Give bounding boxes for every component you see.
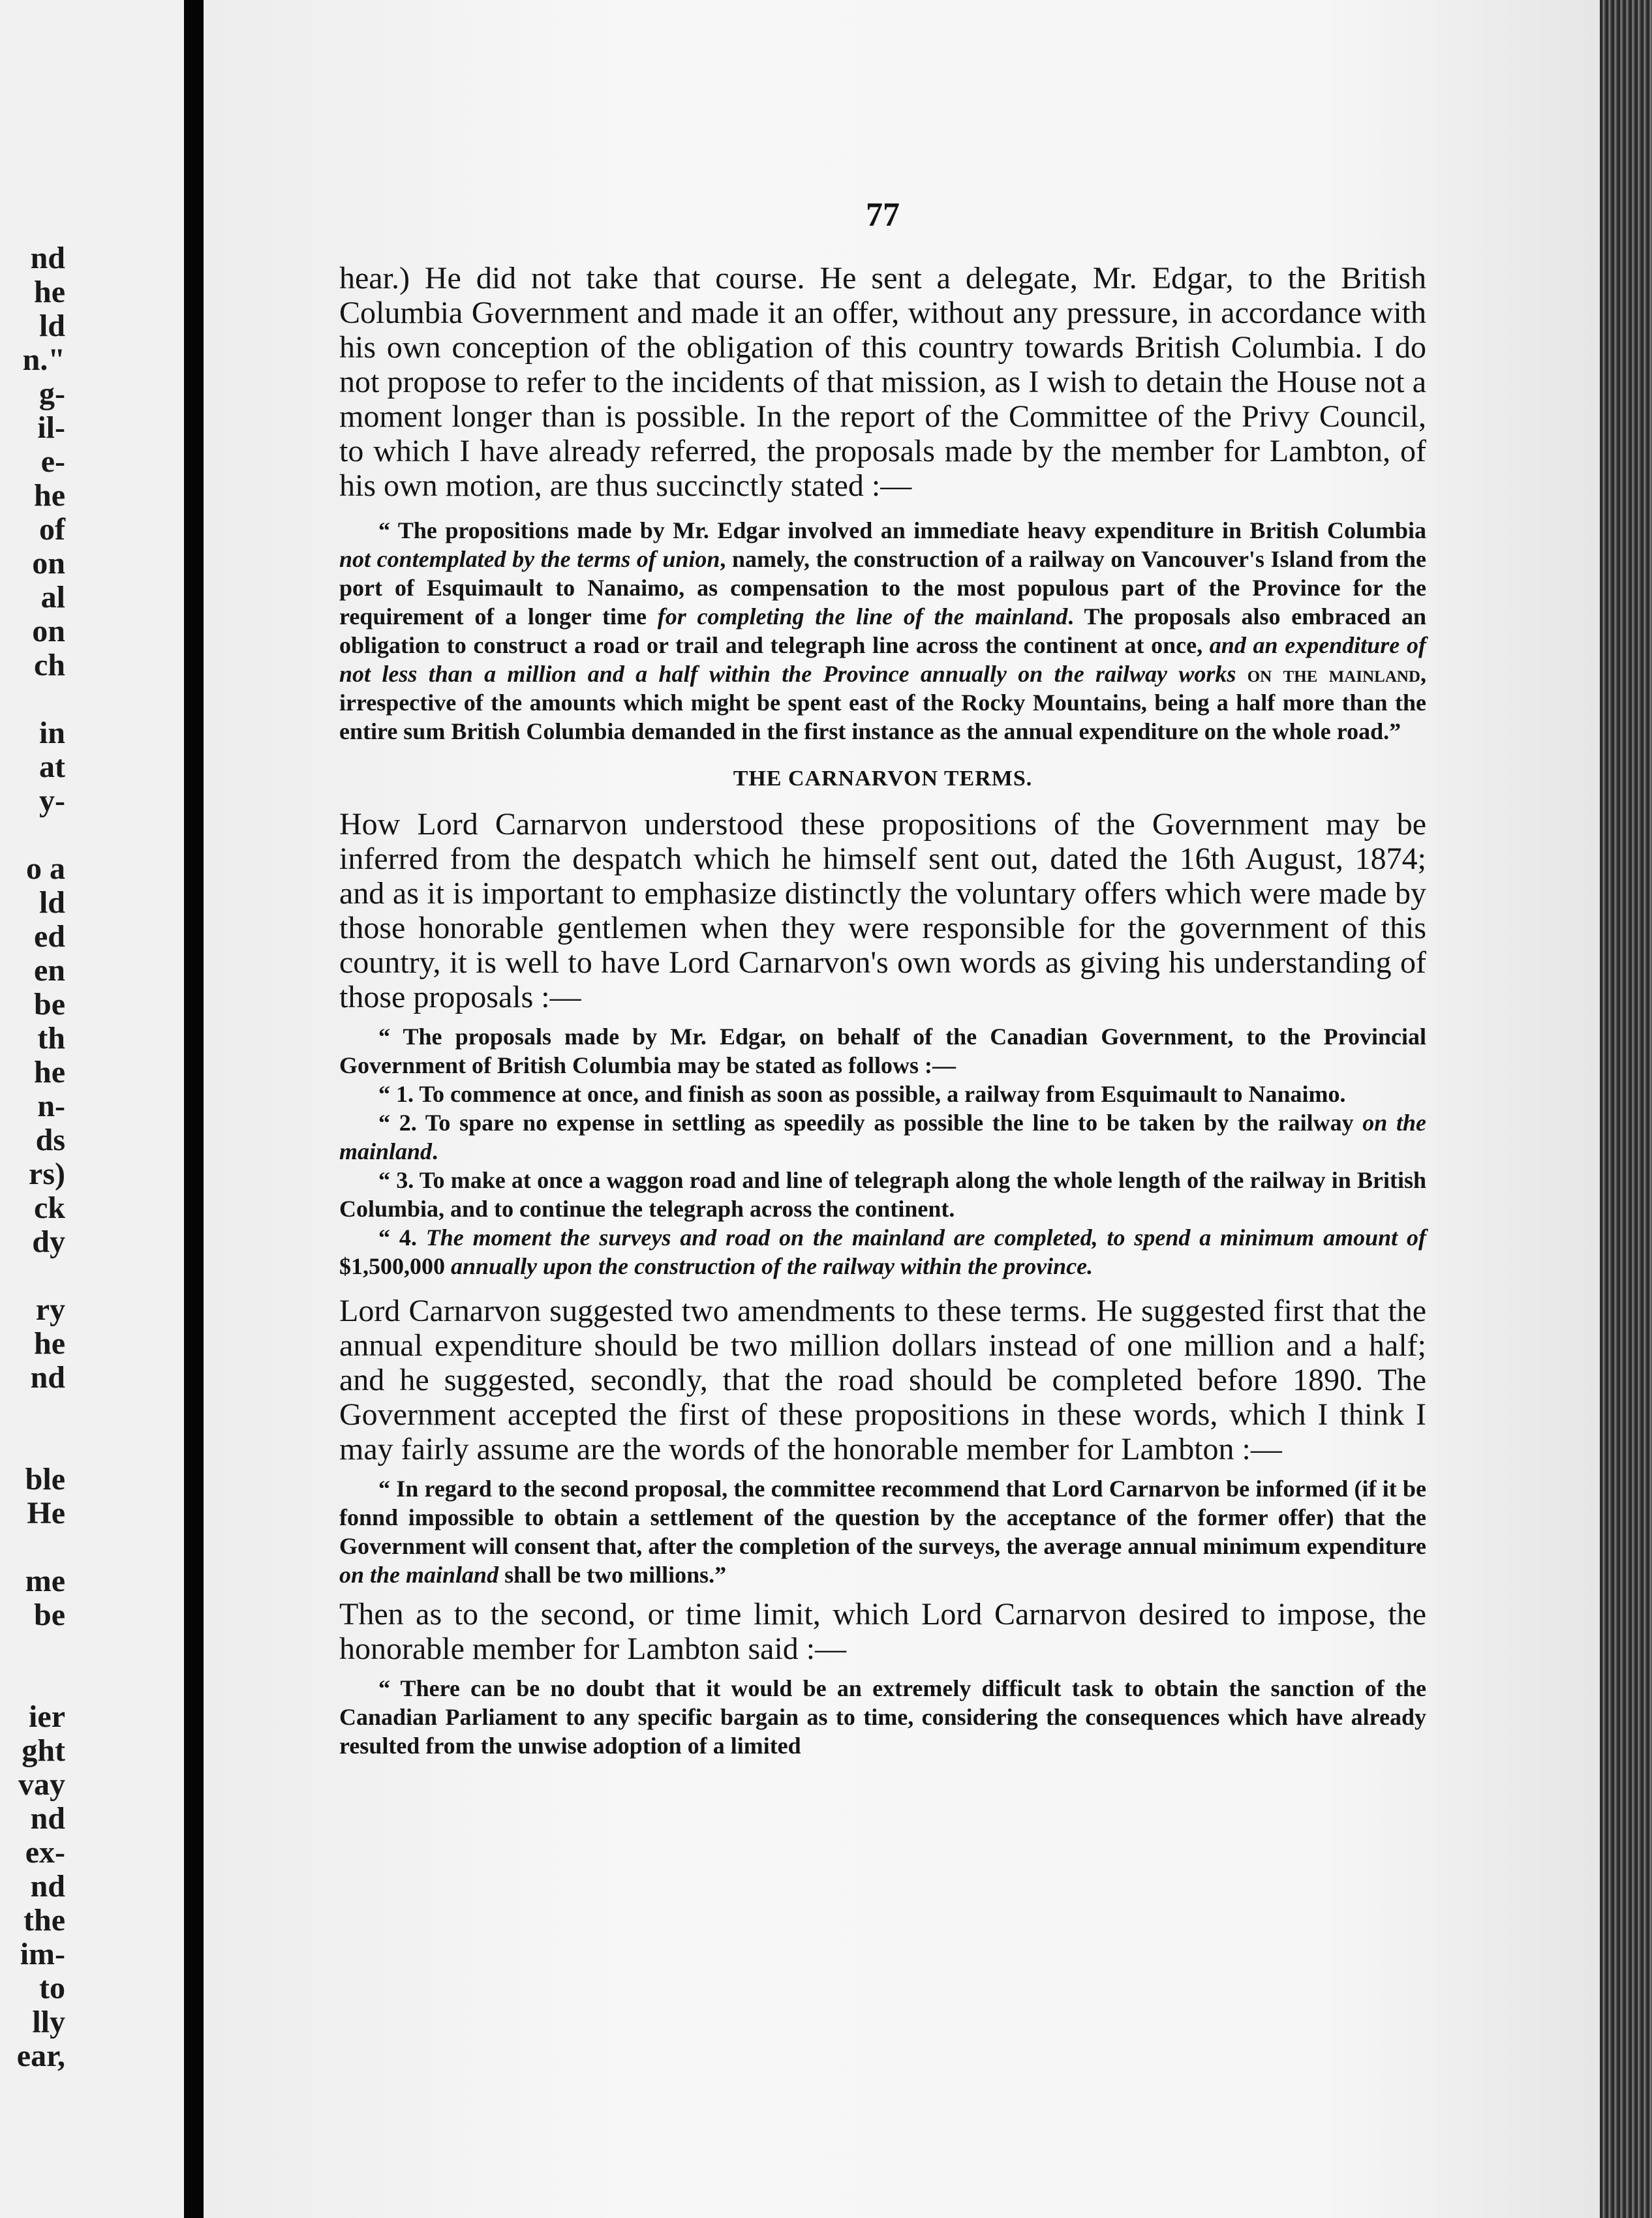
facing-page-fragment: en [34,953,65,988]
paragraph-3: Lord Carnarvon suggested two amendments to these terms. He suggested first that the annual expenditure should be two million dollars instead of one million and a half; and he suggested, secondly, that the road should be completed before 1890. The Government accepted the first of these propositions in these words, which I think I may fairly assume are the words of the honorable member for Lambton :— [339,1294,1426,1466]
facing-page-fragment: ex- [25,1835,65,1870]
facing-page [0,0,184,2218]
facing-page-fragment: He [27,1496,65,1530]
page-edge-stack [1600,0,1652,2218]
facing-page-fragment: lly [32,2005,65,2039]
facing-page-fragment: ds [35,1123,65,1157]
facing-page-fragment: im- [20,1937,65,1971]
facing-page-fragment: n- [37,1089,65,1123]
facing-page-fragment: vay [18,1767,65,1802]
facing-page-fragment: at [39,750,65,784]
quote-edgar-propositions: “ The propositions made by Mr. Edgar involved an immediate heavy expenditure in British Columbia not contemplated by the terms of union, namely, the construction of a railway on Vancouver's Island from the port of Esquimault to Nanaimo, as compensation to the most populous part of the Province for the requirement of a longer time for completing the line of the mainland. The proposals also embraced an obligation to construct a road or trail and telegraph line across the continent at once, and an expenditure of not less than a million and a half within the Province annually on the railway works on the mainland, irrespective of the amounts which might be spent east of the Rocky Mountains, being a half more than the entire sum British Columbia demanded in the first instance as the annual expenditure on the whole road.” [339,517,1427,744]
facing-page-fragment: on [32,614,65,648]
facing-page-fragment: be [34,987,65,1022]
facing-page-fragment: rs) [29,1157,65,1191]
facing-page-fragment [0,1395,65,1429]
facing-page-fragment: o a [26,851,65,886]
book-gutter [184,0,204,2218]
facing-page-fragment: the [23,1903,65,1937]
facing-page-fragment [0,1530,65,1564]
facing-page-fragment: th [37,1021,65,1056]
section-heading: THE CARNARVON TERMS. [733,767,1033,791]
paragraph-2: How Lord Carnarvon understood these propositions of the Government may be inferred from the despatch which he himself sent out, dated the 16th August, 1874; and as it is important to emphasize distinctly the voluntary offers which were made by those honorable gentlemen when they were responsible for the government of this country, it is well to have Lord Carnarvon's own words as giving his understanding of those proposals :— [339,807,1426,1014]
facing-page-fragment: nd [30,1869,65,1904]
quote-item-4: “ 4. The moment the surveys and road on the mainland are completed, to spend a minimum amount of $1,500,000 annually upon the construction of the railway within the province. [339,1224,1426,1279]
facing-page-fragment: ld [38,309,65,343]
facing-page-fragment: g- [39,376,65,411]
facing-page-fragment: ry [35,1292,65,1327]
quote-proposals-intro: “ The proposals made by Mr. Edgar, on behalf of the Canadian Government, to the Provincial Government of British Columbia may be stated as follows :— [339,1024,1426,1078]
facing-page-fragment: n." [22,342,65,377]
facing-page-fragment [0,818,65,852]
facing-page-fragment: me [25,1564,65,1598]
facing-page-fragment: y- [39,783,65,818]
facing-page-fragment: ld [38,885,65,920]
facing-page-fragment: he [34,478,65,513]
paragraph-4: Then as to the second, or time limit, which Lord Carnarvon desired to impose, the honorable member for Lambton said :— [339,1597,1426,1666]
facing-page-fragment: to [39,1971,65,2005]
facing-page-fragment: al [40,580,65,615]
quote-committee-recommendation: “ In regard to the second proposal, the committee recommend that Lord Carnarvon be informed (if it be fonnd impossible to obtain a settlement of the question by the acceptance of the former offer) that the Government will consent that, after the completion of the surveys, the average annual minimum expenditure on the mainland shall be two millions.” [339,1476,1426,1588]
facing-page-fragment: ear, [16,2039,65,2073]
facing-page-fragment: in [38,716,65,750]
book-page [204,0,1600,2218]
facing-page-fragment: ck [34,1191,65,1225]
page-content [339,196,1426,1760]
facing-page-fragment: nd [30,1360,65,1395]
facing-page-fragment: on [32,546,65,581]
facing-page-fragment: he [34,275,65,309]
paragraph-1: hear.) He did not take that course. He sent a delegate, Mr. Edgar, to the British Columbia Government and made it an offer, without any pressure, in accordance with his own conception of the obligation of this country towards British Columbia. I do not propose to refer to the incidents of that mission, as I wish to detain the House not a moment longer than is possible. In the report of the Committee of the Privy Council, to which I have already referred, the proposals made by the member for Lambton, of his own motion, are thus succinctly stated :— [339,261,1426,503]
facing-page-fragment: ght [22,1733,65,1768]
facing-page-fragment: ier [29,1699,65,1734]
facing-page-fragment: ble [25,1462,65,1496]
facing-page-fragment [0,1666,65,1700]
facing-page-fragment [0,682,65,716]
quote-item-2: “ 2. To spare no expense in settling as speedily as possible the line to be taken by the railway on the mainland. [339,1110,1426,1164]
facing-page-text-fragments [0,241,65,2073]
facing-page-fragment: of [39,512,65,547]
page-number: 77 [866,196,900,234]
facing-page-fragment: dy [32,1224,65,1259]
facing-page-fragment: he [34,1326,65,1361]
facing-page-fragment [0,1259,65,1293]
facing-page-fragment: nd [30,1801,65,1836]
facing-page-fragment [0,1429,65,1463]
facing-page-fragment: ch [34,648,65,682]
facing-page-fragment: he [34,1055,65,1089]
quote-item-3: “ 3. To make at once a waggon road and line of telegraph along the whole length of the railway in British Columbia, and to continue the telegraph across the continent. [339,1167,1426,1222]
facing-page-fragment: e- [40,444,65,479]
facing-page-fragment: ed [34,919,65,954]
facing-page-fragment: il- [37,410,65,445]
facing-page-fragment: nd [30,241,65,275]
facing-page-fragment [0,1632,65,1666]
facing-page-fragment: be [34,1598,65,1632]
quote-item-1: “ 1. To commence at once, and finish as soon as possible, a railway from Esquimault to Nanaimo. [378,1081,1346,1107]
quote-time-limit: “ There can be no doubt that it would be an extremely difficult task to obtain the sanction of the Canadian Parliament to any specific bargain as to time, considering the consequences which have already resulted from the unwise adoption of a limited [339,1675,1426,1759]
